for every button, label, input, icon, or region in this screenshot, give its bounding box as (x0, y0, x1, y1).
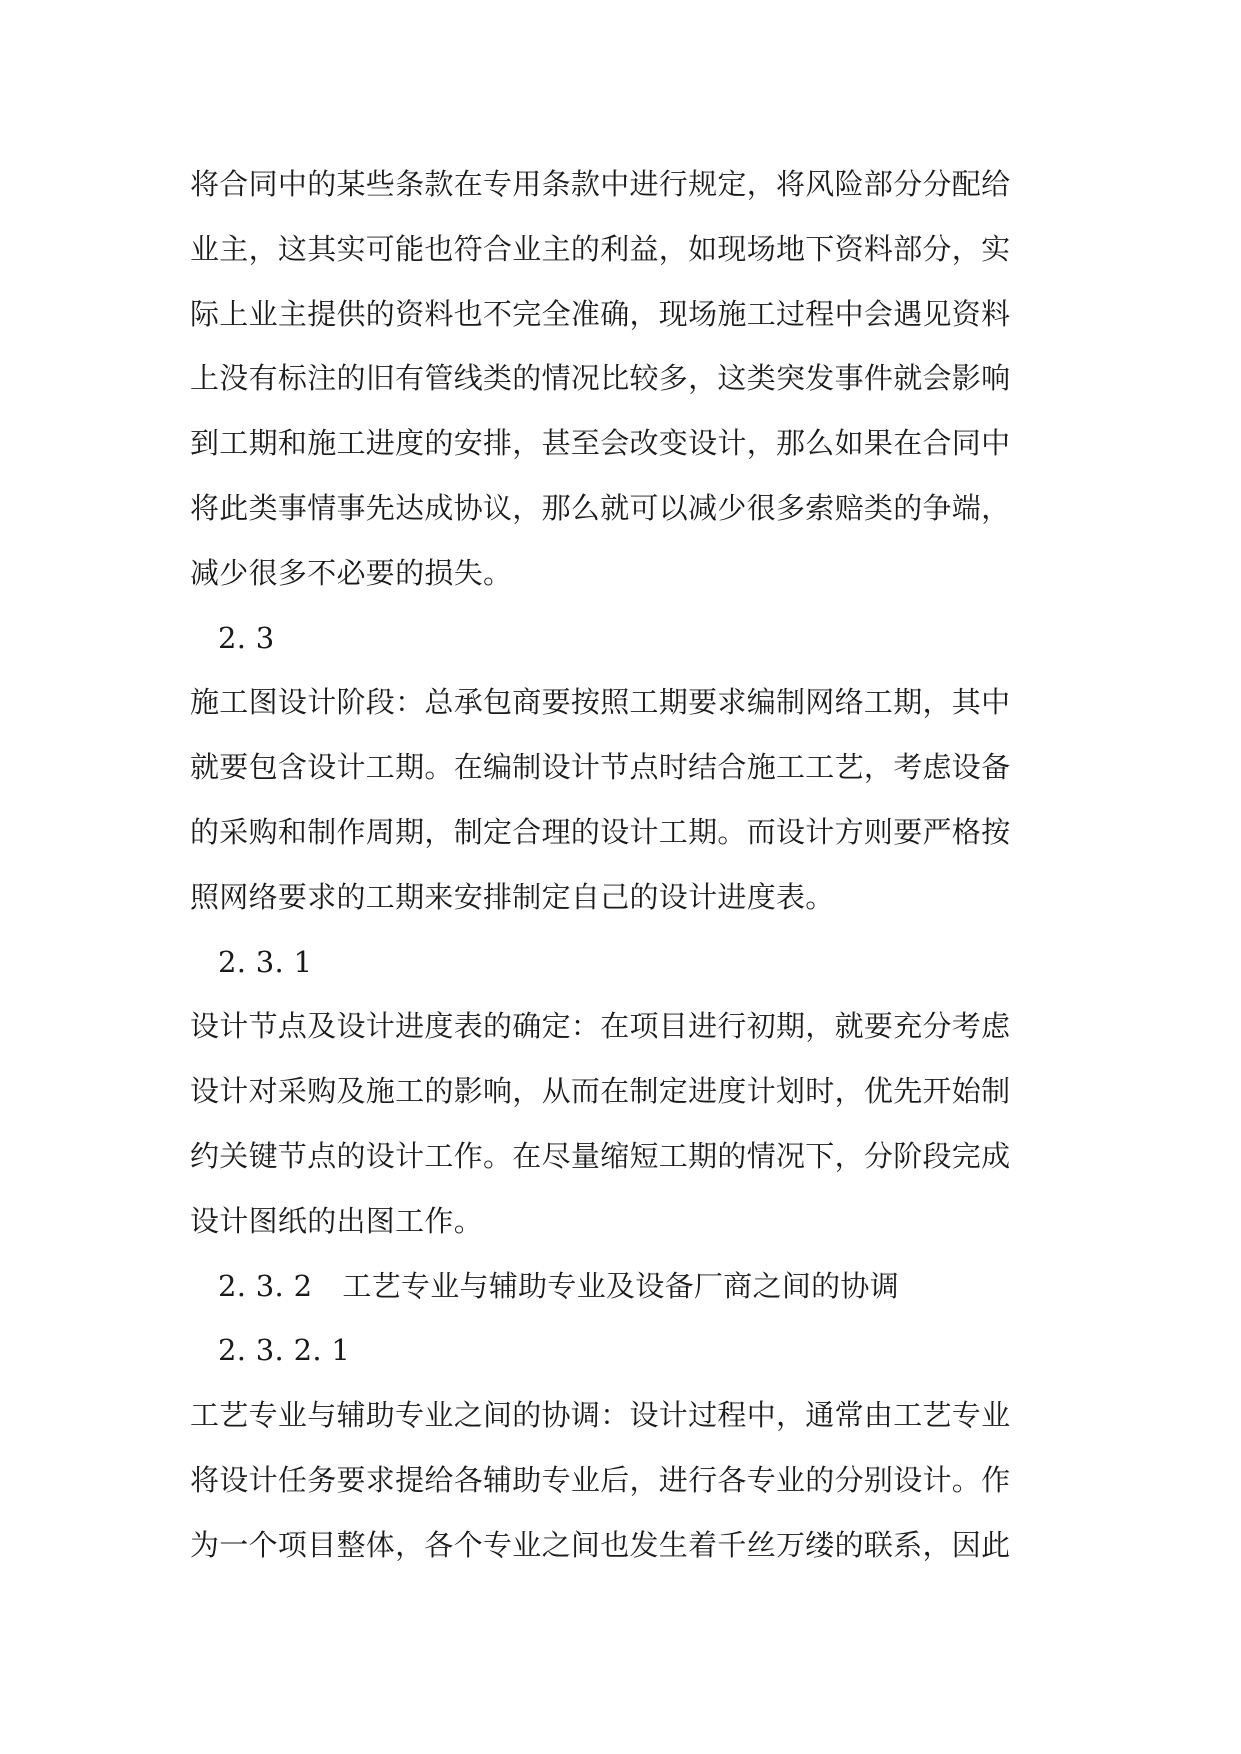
document-body (190, 152, 1020, 1578)
paragraph-risk-allocation (190, 152, 1020, 606)
paragraph-discipline-coordination (190, 1383, 1020, 1577)
text-line: 上没有标注的旧有管线类的情况比较多，这类突发事件就会影响 (190, 361, 1011, 396)
paragraph-design-schedule (190, 994, 1020, 1253)
paragraph-construction-drawing-design (190, 670, 1020, 929)
section-number-2-3-1: 2. 3. 1 (218, 944, 313, 979)
text-line: 设计对采购及施工的影响，从而在制定进度计划时，优先开始制 (190, 1074, 1011, 1109)
text-line: 就要包含设计工期。在编制设计节点时结合施工工艺，考虑设备 (190, 750, 1011, 785)
text-line: 减少很多不必要的损失。 (190, 555, 513, 590)
section-number-2-3-2: 2. 3. 2 (218, 1268, 313, 1303)
section-title-2-3-2: 工艺专业与辅助专业及设备厂商之间的协调 (342, 1268, 900, 1303)
text-line: 为一个项目整体，各个专业之间也发生着千丝万缕的联系，因此 (190, 1527, 1011, 1562)
text-line: 将此类事情事先达成协议，那么就可以减少很多索赔类的争端， (190, 490, 1011, 525)
text-line: 将合同中的某些条款在专用条款中进行规定，将风险部分分配给 (190, 167, 1011, 201)
text-line: 业主，这其实可能也符合业主的利益，如现场地下资料部分，实 (190, 231, 1011, 266)
section-number-2-3: 2. 3 (218, 620, 275, 655)
text-line: 到工期和施工进度的安排，甚至会改变设计，那么如果在合同中 (190, 426, 1011, 461)
text-line: 设计图纸的出图工作。 (190, 1203, 484, 1238)
text-line: 际上业主提供的资料也不完全准确，现场施工过程中会遇见资料 (190, 296, 1011, 331)
section-heading-2-3-2 (190, 1254, 1020, 1319)
text-line: 将设计任务要求提给各辅助专业后，进行各专业的分别设计。作 (190, 1462, 1011, 1497)
text-line: 施工图设计阶段：总承包商要按照工期要求编制网络工期，其中 (190, 685, 1011, 720)
text-line: 约关键节点的设计工作。在尽量缩短工期的情况下，分阶段完成 (190, 1138, 1011, 1173)
text-line: 工艺专业与辅助专业之间的协调：设计过程中，通常由工艺专业 (190, 1398, 1011, 1433)
text-line: 设计节点及设计进度表的确定：在项目进行初期，就要充分考虑 (190, 1009, 1011, 1044)
text-line: 照网络要求的工期来安排制定自己的设计进度表。 (190, 879, 835, 914)
text-line: 的采购和制作周期，制定合理的设计工期。而设计方则要严格按 (190, 814, 1011, 849)
section-number-2-3-2-1: 2. 3. 2. 1 (218, 1333, 351, 1368)
